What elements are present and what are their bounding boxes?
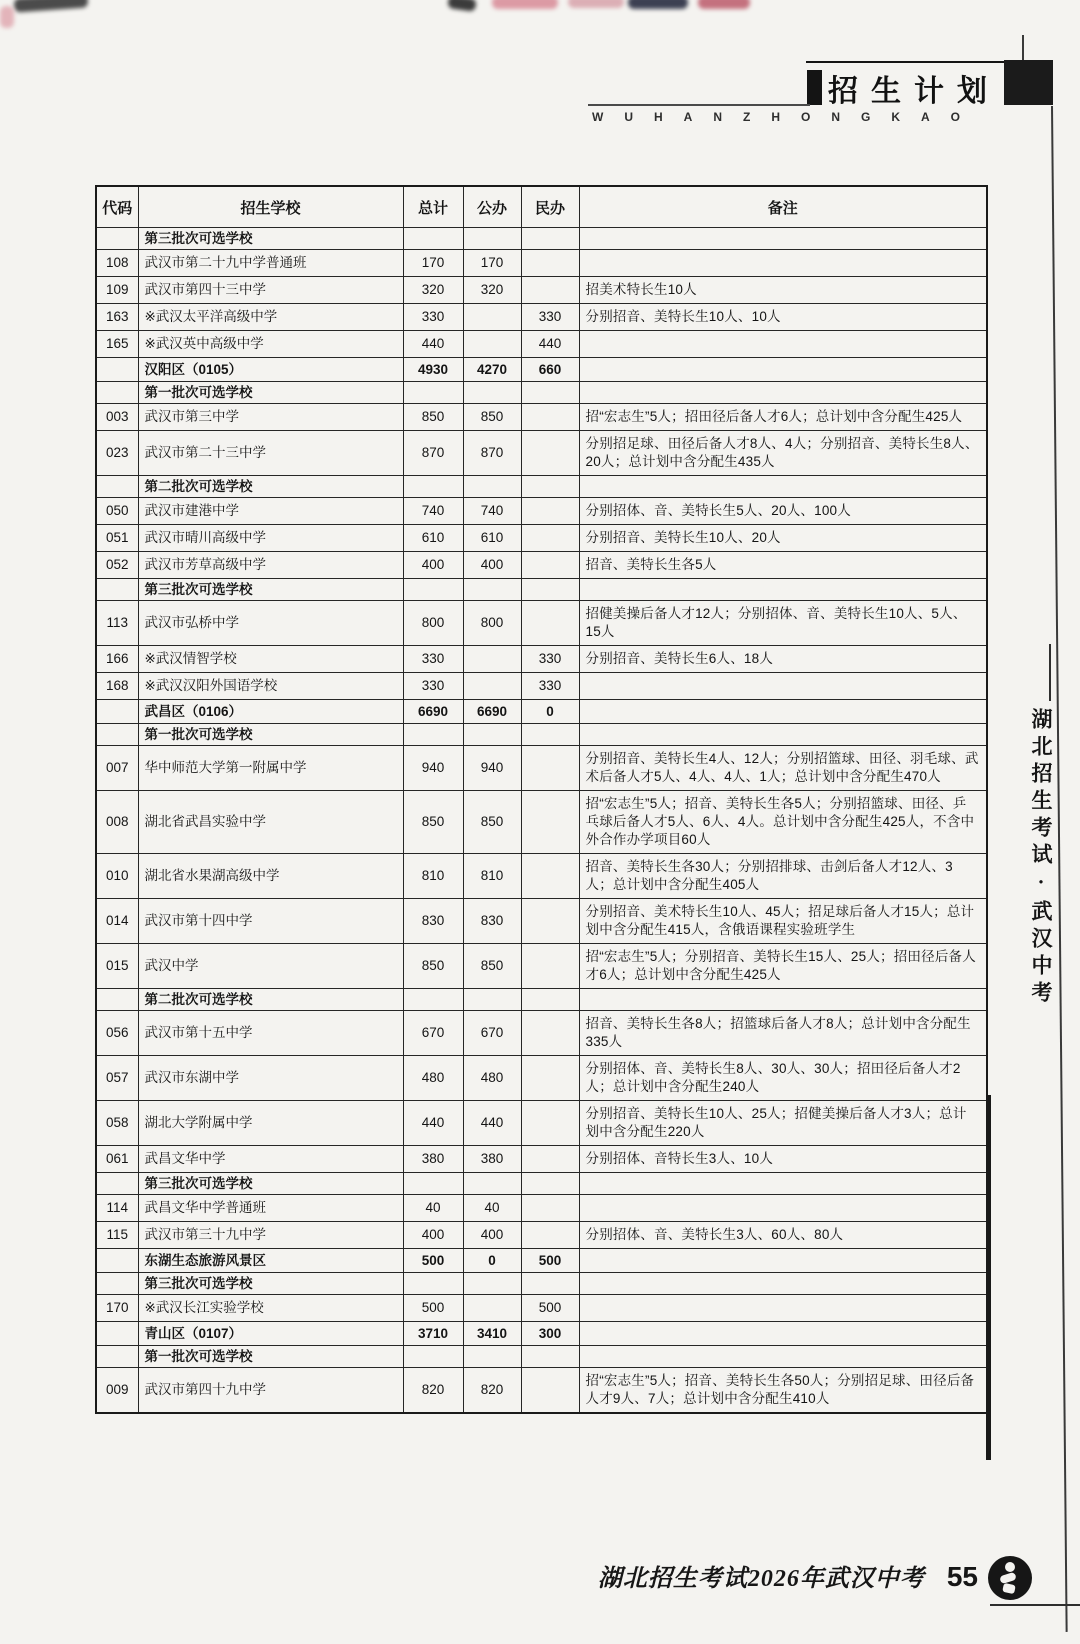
cell-total: 330 — [403, 673, 463, 700]
cell-public — [463, 724, 521, 746]
title-left-block-icon — [807, 70, 822, 105]
cell-private — [521, 724, 579, 746]
cell-private — [521, 431, 579, 476]
col-header-code: 代码 — [96, 186, 138, 228]
cell-code — [96, 228, 138, 250]
cell-total: 170 — [403, 250, 463, 277]
cell-private — [521, 1346, 579, 1368]
cell-public — [463, 1273, 521, 1295]
cell-school: 青山区（0107） — [138, 1322, 403, 1346]
cell-code: 166 — [96, 646, 138, 673]
table-row — [96, 304, 987, 331]
table-header-row — [96, 186, 987, 228]
table-row-section — [96, 579, 987, 601]
table-row — [96, 601, 987, 646]
cell-school: 武汉市晴川高级中学 — [138, 525, 403, 552]
cell-public: 850 — [463, 404, 521, 431]
cell-public: 480 — [463, 1056, 521, 1101]
table-row — [96, 899, 987, 944]
cell-code: 170 — [96, 1295, 138, 1322]
table-row — [96, 1295, 987, 1322]
table-row — [96, 552, 987, 579]
scan-smudge-pink-left — [0, 6, 14, 28]
cell-total: 800 — [403, 601, 463, 646]
cell-remark — [579, 1173, 987, 1195]
col-header-remark: 备注 — [579, 186, 987, 228]
cell-remark — [579, 724, 987, 746]
cell-school: 第三批次可选学校 — [138, 1173, 403, 1195]
table-row — [96, 250, 987, 277]
cell-total — [403, 1173, 463, 1195]
table-row — [96, 646, 987, 673]
table-row — [96, 1011, 987, 1056]
cell-remark: 分别招体、音、美特长生3人、60人、80人 — [579, 1222, 987, 1249]
cell-school: ※武汉英中高级中学 — [138, 331, 403, 358]
cell-remark — [579, 1249, 987, 1273]
cell-private: 330 — [521, 673, 579, 700]
table-row — [96, 498, 987, 525]
cell-public — [463, 673, 521, 700]
cell-school: 第一批次可选学校 — [138, 382, 403, 404]
scan-smudge-pink-1 — [492, 0, 558, 9]
cell-total: 500 — [403, 1295, 463, 1322]
table-row-district — [96, 358, 987, 382]
mascot-stamp-icon — [988, 1556, 1032, 1600]
cell-remark — [579, 673, 987, 700]
footer-rule — [990, 1604, 1080, 1606]
cell-code: 003 — [96, 404, 138, 431]
cell-remark: 分别招体、音特长生3人、10人 — [579, 1146, 987, 1173]
table-row-section — [96, 228, 987, 250]
page-title: 招生计划 — [828, 75, 1000, 108]
cell-public — [463, 579, 521, 601]
cell-remark: 招“宏志生”5人；招音、美特长生各50人；分别招足球、田径后备人才9人、7人；总计划中含分配生410人 — [579, 1368, 987, 1414]
cell-public: 670 — [463, 1011, 521, 1056]
cell-private — [521, 899, 579, 944]
cell-public: 810 — [463, 854, 521, 899]
cell-remark: 招音、美特长生各5人 — [579, 552, 987, 579]
cell-public: 800 — [463, 601, 521, 646]
cell-code: 168 — [96, 673, 138, 700]
cell-remark — [579, 1322, 987, 1346]
cell-private: 660 — [521, 358, 579, 382]
cell-school: 武汉市第二十三中学 — [138, 431, 403, 476]
cell-code: 056 — [96, 1011, 138, 1056]
cell-total — [403, 1273, 463, 1295]
cell-private: 440 — [521, 331, 579, 358]
scan-smudge-note — [447, 0, 477, 12]
cell-public — [463, 646, 521, 673]
cell-remark: 分别招音、美特长生10人、20人 — [579, 525, 987, 552]
cell-total: 330 — [403, 304, 463, 331]
cell-public: 740 — [463, 498, 521, 525]
cell-total: 6690 — [403, 700, 463, 724]
cell-remark: 招音、美特长生各8人；招篮球后备人才8人；总计划中含分配生335人 — [579, 1011, 987, 1056]
cell-private — [521, 1222, 579, 1249]
cell-private — [521, 498, 579, 525]
cell-total — [403, 989, 463, 1011]
cell-code: 051 — [96, 525, 138, 552]
cell-code — [96, 1346, 138, 1368]
cell-code — [96, 1273, 138, 1295]
cell-code — [96, 382, 138, 404]
table-row — [96, 277, 987, 304]
cell-private: 330 — [521, 646, 579, 673]
table-row-section — [96, 476, 987, 498]
cell-school: ※武汉长江实验学校 — [138, 1295, 403, 1322]
cell-private — [521, 1011, 579, 1056]
cell-total: 830 — [403, 899, 463, 944]
table-row — [96, 1222, 987, 1249]
cell-school: 第三批次可选学校 — [138, 1273, 403, 1295]
table-row-section — [96, 1346, 987, 1368]
cell-public: 440 — [463, 1101, 521, 1146]
cell-school: 武汉市第三十九中学 — [138, 1222, 403, 1249]
cell-code — [96, 476, 138, 498]
cell-code: 058 — [96, 1101, 138, 1146]
cell-total: 40 — [403, 1195, 463, 1222]
cell-private — [521, 1368, 579, 1414]
table-row — [96, 431, 987, 476]
cell-code — [96, 579, 138, 601]
table-row — [96, 673, 987, 700]
footer-journal-title: 湖北招生考试2026年武汉中考 — [597, 1566, 925, 1592]
cell-public — [463, 228, 521, 250]
cell-private: 500 — [521, 1249, 579, 1273]
cell-private — [521, 1101, 579, 1146]
table-row-section — [96, 989, 987, 1011]
title-top-rule — [806, 61, 1004, 63]
cell-code: 113 — [96, 601, 138, 646]
cell-school: 武昌区（0106） — [138, 700, 403, 724]
cell-public: 400 — [463, 1222, 521, 1249]
cell-total: 850 — [403, 404, 463, 431]
cell-public: 830 — [463, 899, 521, 944]
cell-private — [521, 1195, 579, 1222]
cell-code: 052 — [96, 552, 138, 579]
cell-remark: 分别招足球、田径后备人才8人、4人；分别招音、美特长生8人、20人；总计划中含分配生435人 — [579, 431, 987, 476]
cell-school: 第三批次可选学校 — [138, 579, 403, 601]
cell-school: ※武汉汉阳外国语学校 — [138, 673, 403, 700]
cell-school: 武汉市东湖中学 — [138, 1056, 403, 1101]
cell-public — [463, 331, 521, 358]
table-row — [96, 404, 987, 431]
cell-school: 武汉市弘桥中学 — [138, 601, 403, 646]
cell-private — [521, 1146, 579, 1173]
cell-school: 湖北省武昌实验中学 — [138, 791, 403, 854]
table-row — [96, 1146, 987, 1173]
cell-school: 武汉市第十四中学 — [138, 899, 403, 944]
cell-code: 008 — [96, 791, 138, 854]
cell-public: 4270 — [463, 358, 521, 382]
cell-total: 850 — [403, 944, 463, 989]
enrollment-plan-table — [95, 185, 988, 1414]
cell-remark — [579, 700, 987, 724]
cell-code: 163 — [96, 304, 138, 331]
table-row — [96, 944, 987, 989]
cell-school: 武汉中学 — [138, 944, 403, 989]
cell-remark — [579, 382, 987, 404]
cell-public — [463, 304, 521, 331]
cell-school: 湖北省水果湖高级中学 — [138, 854, 403, 899]
cell-private — [521, 382, 579, 404]
cell-public — [463, 1173, 521, 1195]
cell-school: 湖北大学附属中学 — [138, 1101, 403, 1146]
cell-remark: 招“宏志生”5人；招田径后备人才6人；总计划中含分配生425人 — [579, 404, 987, 431]
table-row — [96, 791, 987, 854]
cell-total: 4930 — [403, 358, 463, 382]
cell-total: 440 — [403, 1101, 463, 1146]
cell-code: 057 — [96, 1056, 138, 1101]
side-caption: 湖北招生考试·武汉中考 — [1029, 708, 1053, 1008]
cell-private — [521, 1273, 579, 1295]
cell-total: 320 — [403, 277, 463, 304]
cell-private — [521, 601, 579, 646]
cell-code: 108 — [96, 250, 138, 277]
cell-private — [521, 476, 579, 498]
cell-total: 940 — [403, 746, 463, 791]
cell-private — [521, 1173, 579, 1195]
cell-school: 第二批次可选学校 — [138, 476, 403, 498]
title-right-block-icon — [1004, 60, 1053, 105]
cell-private — [521, 404, 579, 431]
table-row-district — [96, 700, 987, 724]
cell-remark: 招“宏志生”5人；分别招音、美特长生15人、25人；招田径后备人才6人；总计划中含分配生425人 — [579, 944, 987, 989]
scan-smudge-navy — [628, 0, 688, 9]
cell-total: 480 — [403, 1056, 463, 1101]
cell-private: 0 — [521, 700, 579, 724]
cell-remark: 分别招音、美特长生10人、25人；招健美操后备人才3人；总计划中含分配生220人 — [579, 1101, 987, 1146]
cell-public: 0 — [463, 1249, 521, 1273]
scan-smudge-pink-3 — [698, 0, 750, 9]
cell-public — [463, 1346, 521, 1368]
table-row — [96, 1195, 987, 1222]
cell-total — [403, 1346, 463, 1368]
cell-school: 第一批次可选学校 — [138, 724, 403, 746]
cell-remark — [579, 331, 987, 358]
cell-code: 109 — [96, 277, 138, 304]
cell-code: 009 — [96, 1368, 138, 1414]
cell-school: 武汉市第二十九中学普通班 — [138, 250, 403, 277]
cell-school: 武汉市第十五中学 — [138, 1011, 403, 1056]
cell-school: ※武汉情智学校 — [138, 646, 403, 673]
cell-remark — [579, 1273, 987, 1295]
cell-remark — [579, 250, 987, 277]
cell-total — [403, 476, 463, 498]
cell-remark — [579, 989, 987, 1011]
cell-remark: 分别招音、美特长生4人、12人；分别招篮球、田径、羽毛球、武术后备人才5人、4人、4人、1人；总计划中含分配生470人 — [579, 746, 987, 791]
cell-total: 400 — [403, 1222, 463, 1249]
cell-total: 440 — [403, 331, 463, 358]
cell-public — [463, 476, 521, 498]
table-row-district — [96, 1249, 987, 1273]
cell-remark: 分别招音、美特长生10人、10人 — [579, 304, 987, 331]
scan-smudge-dark-left — [14, 0, 89, 13]
cell-school: 武汉市第四十九中学 — [138, 1368, 403, 1414]
cell-remark — [579, 579, 987, 601]
cell-total: 3710 — [403, 1322, 463, 1346]
cell-code: 115 — [96, 1222, 138, 1249]
cell-school: 第一批次可选学校 — [138, 1346, 403, 1368]
table-row — [96, 1368, 987, 1414]
cell-school: ※武汉太平洋高级中学 — [138, 304, 403, 331]
cell-school: 武昌文华中学 — [138, 1146, 403, 1173]
cell-private: 330 — [521, 304, 579, 331]
cell-code: 165 — [96, 331, 138, 358]
cell-school: 华中师范大学第一附属中学 — [138, 746, 403, 791]
cell-code — [96, 1322, 138, 1346]
table-row-district — [96, 1322, 987, 1346]
cell-remark: 招健美操后备人才12人；分别招体、音、美特长生10人、5人、15人 — [579, 601, 987, 646]
side-caption-rule — [1049, 644, 1051, 701]
cell-private — [521, 989, 579, 1011]
cell-private: 500 — [521, 1295, 579, 1322]
cell-public: 940 — [463, 746, 521, 791]
cell-private — [521, 944, 579, 989]
cell-private — [521, 746, 579, 791]
cell-school: 武汉市第四十三中学 — [138, 277, 403, 304]
col-header-public: 公办 — [463, 186, 521, 228]
cell-code — [96, 358, 138, 382]
cell-code: 015 — [96, 944, 138, 989]
cell-total: 740 — [403, 498, 463, 525]
table-row-section — [96, 382, 987, 404]
cell-remark — [579, 1346, 987, 1368]
cell-school: 第三批次可选学校 — [138, 228, 403, 250]
table-row — [96, 746, 987, 791]
cell-remark: 分别招音、美术特长生10人、45人；招足球后备人才15人；总计划中含分配生415人，含俄语课程实验班学生 — [579, 899, 987, 944]
cell-public — [463, 989, 521, 1011]
cell-private — [521, 791, 579, 854]
cell-code: 007 — [96, 746, 138, 791]
cell-code — [96, 1173, 138, 1195]
cell-remark: 分别招体、音、美特长生8人、30人、30人；招田径后备人才2人；总计划中含分配生240人 — [579, 1056, 987, 1101]
table-row — [96, 1101, 987, 1146]
cell-remark: 分别招体、音、美特长生5人、20人、100人 — [579, 498, 987, 525]
cell-school: 第二批次可选学校 — [138, 989, 403, 1011]
cell-total — [403, 382, 463, 404]
cell-school: 汉阳区（0105） — [138, 358, 403, 382]
cell-code: 010 — [96, 854, 138, 899]
cell-total: 500 — [403, 1249, 463, 1273]
cell-total: 820 — [403, 1368, 463, 1414]
table-row — [96, 854, 987, 899]
cell-public: 320 — [463, 277, 521, 304]
cell-total — [403, 579, 463, 601]
cell-code — [96, 700, 138, 724]
cell-total: 330 — [403, 646, 463, 673]
footer — [400, 1558, 978, 1593]
cell-public: 40 — [463, 1195, 521, 1222]
cell-remark: 分别招音、美特长生6人、18人 — [579, 646, 987, 673]
cell-total — [403, 228, 463, 250]
cell-public: 820 — [463, 1368, 521, 1414]
cell-private — [521, 1056, 579, 1101]
cell-total — [403, 724, 463, 746]
cell-remark — [579, 358, 987, 382]
cell-code: 014 — [96, 899, 138, 944]
cell-private — [521, 854, 579, 899]
cell-private — [521, 525, 579, 552]
cell-total: 810 — [403, 854, 463, 899]
cell-total: 380 — [403, 1146, 463, 1173]
cell-total: 870 — [403, 431, 463, 476]
cell-school: 武昌文华中学普通班 — [138, 1195, 403, 1222]
col-header-total: 总计 — [403, 186, 463, 228]
cell-remark — [579, 1295, 987, 1322]
table-row — [96, 331, 987, 358]
table-row — [96, 1056, 987, 1101]
cell-remark — [579, 1195, 987, 1222]
cell-school: 武汉市建港中学 — [138, 498, 403, 525]
cell-school: 武汉市第三中学 — [138, 404, 403, 431]
cell-public: 850 — [463, 791, 521, 854]
table-row-section — [96, 724, 987, 746]
table-row-section — [96, 1173, 987, 1195]
cell-code: 023 — [96, 431, 138, 476]
cell-total: 670 — [403, 1011, 463, 1056]
page-title-english: WUHANZHONGKAO — [592, 110, 981, 124]
cell-public: 3410 — [463, 1322, 521, 1346]
title-sub-rule — [588, 104, 810, 106]
scan-smudge-pink-2 — [568, 0, 624, 8]
cell-remark — [579, 228, 987, 250]
cell-private — [521, 579, 579, 601]
cell-remark: 招美术特长生10人 — [579, 277, 987, 304]
table-row — [96, 525, 987, 552]
col-header-school: 招生学校 — [138, 186, 403, 228]
cell-code — [96, 989, 138, 1011]
footer-page-number: 55 — [946, 1561, 978, 1592]
cell-school: 武汉市芳草高级中学 — [138, 552, 403, 579]
cell-code: 061 — [96, 1146, 138, 1173]
cell-private — [521, 228, 579, 250]
cell-public: 610 — [463, 525, 521, 552]
cell-public: 850 — [463, 944, 521, 989]
cell-private — [521, 552, 579, 579]
cell-remark: 招“宏志生”5人；招音、美特长生各5人；分别招篮球、田径、乒乓球后备人才5人、6人、4人。总计划中含分配生425人，不含中外合作办学项目60人 — [579, 791, 987, 854]
cell-total: 850 — [403, 791, 463, 854]
cell-private — [521, 277, 579, 304]
cell-remark — [579, 476, 987, 498]
cell-remark: 招音、美特长生各30人；分别招排球、击剑后备人才12人、3人；总计划中含分配生405人 — [579, 854, 987, 899]
cell-code — [96, 1249, 138, 1273]
cell-code: 114 — [96, 1195, 138, 1222]
cell-total: 400 — [403, 552, 463, 579]
cell-public: 380 — [463, 1146, 521, 1173]
table-row-section — [96, 1273, 987, 1295]
cell-public: 400 — [463, 552, 521, 579]
col-header-private: 民办 — [521, 186, 579, 228]
cell-public: 6690 — [463, 700, 521, 724]
table-body — [96, 228, 987, 1414]
cell-public: 170 — [463, 250, 521, 277]
page-edge-line-stub — [1022, 35, 1024, 63]
cell-public — [463, 382, 521, 404]
cell-code: 050 — [96, 498, 138, 525]
cell-private: 300 — [521, 1322, 579, 1346]
cell-public: 870 — [463, 431, 521, 476]
cell-code — [96, 724, 138, 746]
cell-public — [463, 1295, 521, 1322]
cell-school: 东湖生态旅游风景区 — [138, 1249, 403, 1273]
cell-private — [521, 250, 579, 277]
cell-total: 610 — [403, 525, 463, 552]
